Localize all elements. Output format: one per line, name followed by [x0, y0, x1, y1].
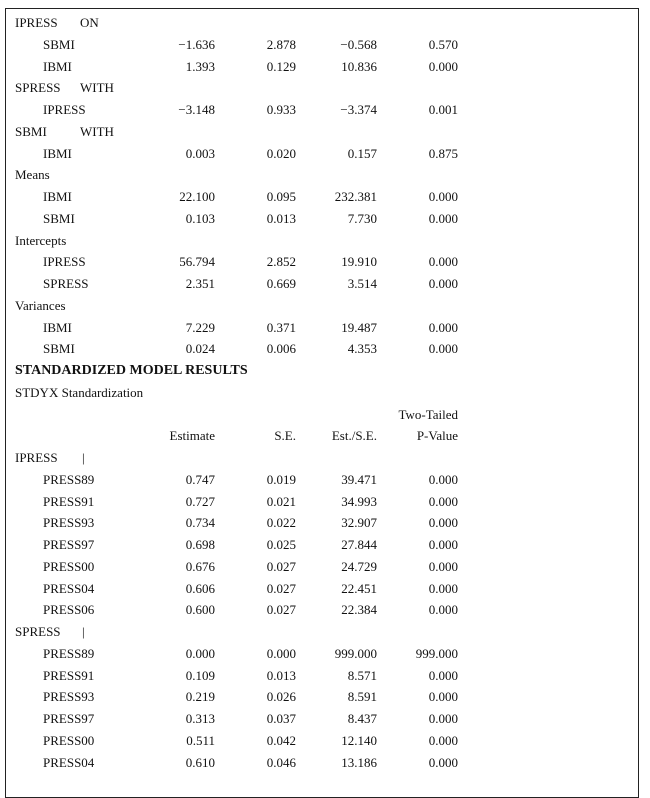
row-label: IPRESS — [43, 254, 86, 270]
p-value-cell: 0.000 — [428, 711, 458, 726]
estimate-cell: 0.109 — [185, 667, 215, 683]
group-name: SBMI — [15, 123, 47, 139]
row-label: PRESS00 — [43, 558, 95, 574]
se-cell: 0.371 — [266, 319, 296, 335]
p-value-cell: 0.000 — [428, 493, 458, 509]
row-label: IBMI — [43, 58, 72, 74]
row-label: PRESS00 — [43, 732, 95, 748]
p-value-cell: 0.000 — [428, 341, 458, 357]
p-value-cell: 0.000 — [428, 276, 458, 291]
table-row — [0, 665, 650, 687]
section-title — [0, 360, 650, 382]
p-value-cell: 0.001 — [428, 102, 458, 117]
group-keyword: WITH — [80, 80, 114, 96]
group-header — [0, 12, 650, 34]
estimate-cell: 0.734 — [185, 515, 215, 531]
est-se-cell: 32.907 — [341, 515, 377, 531]
estimate-cell: 0.103 — [185, 210, 215, 226]
est-se-cell: 19.487 — [341, 319, 377, 335]
table-row — [0, 534, 650, 556]
p-value-cell: 0.000 — [428, 537, 458, 552]
est-se-cell: 39.471 — [341, 471, 377, 487]
row-label: PRESS89 — [43, 645, 95, 661]
se-cell: 0.022 — [266, 515, 296, 531]
estimate-cell: 0.610 — [185, 754, 215, 770]
row-label: PRESS97 — [43, 711, 95, 726]
est-se-cell: −0.568 — [340, 36, 377, 52]
table-row — [0, 556, 650, 578]
se-header: S.E. — [274, 428, 296, 444]
table-row — [0, 186, 650, 208]
se-cell: 0.669 — [266, 276, 296, 291]
est-se-cell: 232.381 — [334, 189, 377, 204]
se-cell: 0.006 — [266, 341, 296, 357]
group-name: IPRESS — [15, 450, 58, 465]
est-se-cell: −3.374 — [340, 102, 377, 117]
se-cell: 2.878 — [266, 36, 296, 52]
results-listing — [0, 12, 650, 773]
se-cell: 0.000 — [266, 645, 296, 661]
estimate-cell: 2.351 — [185, 276, 215, 291]
row-label: SBMI — [43, 341, 75, 357]
estimate-cell: 22.100 — [179, 189, 215, 204]
table-row — [0, 143, 650, 165]
est-se-cell: 4.353 — [347, 341, 377, 357]
group-header — [0, 121, 650, 143]
est-se-cell: 12.140 — [341, 732, 377, 748]
se-cell: 0.129 — [266, 58, 296, 74]
estimate-cell: 7.229 — [185, 319, 215, 335]
est-se-cell: 8.591 — [347, 689, 377, 705]
table-row — [0, 56, 650, 78]
table-row — [0, 708, 650, 730]
row-label: SBMI — [43, 210, 75, 226]
table-row — [0, 317, 650, 339]
estimate-cell: −3.148 — [178, 102, 215, 117]
est-se-cell: 8.437 — [347, 711, 377, 726]
est-se-cell: 22.384 — [341, 602, 377, 618]
group-keyword: | — [82, 450, 85, 465]
group-name: Means — [15, 167, 50, 183]
est-se-cell: 19.910 — [341, 254, 377, 270]
row-label: SBMI — [43, 36, 75, 52]
p-value-cell: 0.000 — [428, 254, 458, 270]
p-value-header-top: Two-Tailed — [398, 406, 458, 422]
se-cell: 0.026 — [266, 689, 296, 705]
table-row — [0, 273, 650, 295]
est-se-header: Est./S.E. — [331, 428, 377, 444]
row-label: PRESS97 — [43, 537, 95, 552]
table-row — [0, 512, 650, 534]
est-se-cell: 999.000 — [334, 645, 377, 661]
row-label: PRESS04 — [43, 580, 95, 596]
group-header — [0, 77, 650, 99]
table-row — [0, 251, 650, 273]
row-label: PRESS04 — [43, 754, 95, 770]
se-cell: 0.013 — [266, 667, 296, 683]
row-label: IBMI — [43, 189, 72, 204]
p-value-cell: 0.000 — [428, 754, 458, 770]
row-label: PRESS06 — [43, 602, 95, 618]
row-label: SPRESS — [43, 276, 89, 291]
estimate-cell: 56.794 — [179, 254, 215, 270]
table-row — [0, 730, 650, 752]
est-se-cell: 0.157 — [347, 145, 377, 161]
table-row — [0, 578, 650, 600]
p-value-cell: 0.000 — [428, 471, 458, 487]
section-title-text: STANDARDIZED MODEL RESULTS — [15, 363, 248, 378]
se-cell: 0.027 — [266, 602, 296, 618]
se-cell: 2.852 — [266, 254, 296, 270]
group-header — [0, 621, 650, 643]
subsection-title — [0, 382, 650, 404]
se-cell: 0.013 — [266, 210, 296, 226]
estimate-cell: 0.727 — [185, 493, 215, 509]
se-cell: 0.095 — [266, 189, 296, 204]
est-se-cell: 34.993 — [341, 493, 377, 509]
se-cell: 0.933 — [266, 102, 296, 117]
group-header — [0, 447, 650, 469]
se-cell: 0.020 — [266, 145, 296, 161]
row-label: PRESS93 — [43, 689, 95, 705]
subsection-title-text: STDYX Standardization — [15, 384, 144, 400]
table-row — [0, 469, 650, 491]
estimate-cell: 0.003 — [185, 145, 215, 161]
p-value-cell: 0.000 — [428, 689, 458, 705]
estimate-cell: 0.698 — [185, 537, 215, 552]
estimate-cell: 0.747 — [185, 471, 215, 487]
p-value-cell: 0.570 — [428, 36, 458, 52]
table-row — [0, 491, 650, 513]
se-cell: 0.042 — [266, 732, 296, 748]
se-cell: 0.037 — [266, 711, 296, 726]
table-row — [0, 99, 650, 121]
p-value-cell: 0.000 — [428, 667, 458, 683]
est-se-cell: 13.186 — [341, 754, 377, 770]
row-label: IBMI — [43, 319, 72, 335]
se-cell: 0.046 — [266, 754, 296, 770]
p-value-header: P-Value — [416, 428, 458, 444]
table-row — [0, 752, 650, 774]
p-value-cell: 0.000 — [428, 558, 458, 574]
table-row — [0, 338, 650, 360]
group-name: SPRESS — [15, 624, 61, 639]
se-cell: 0.027 — [266, 558, 296, 574]
p-value-cell: 0.000 — [428, 319, 458, 335]
table-row — [0, 34, 650, 56]
est-se-cell: 8.571 — [347, 667, 377, 683]
group-name: IPRESS — [15, 15, 58, 30]
p-value-cell: 0.000 — [428, 515, 458, 531]
group-name: SPRESS — [15, 80, 61, 96]
group-keyword: ON — [80, 15, 99, 30]
table-row — [0, 643, 650, 665]
row-label: IBMI — [43, 145, 72, 161]
est-se-cell: 10.836 — [341, 58, 377, 74]
p-value-cell: 0.000 — [428, 210, 458, 226]
group-keyword: | — [82, 624, 85, 639]
group-keyword: WITH — [80, 123, 114, 139]
estimate-header: Estimate — [169, 428, 215, 444]
estimate-cell: 1.393 — [185, 58, 215, 74]
estimate-cell: 0.313 — [185, 711, 215, 726]
table-row — [0, 599, 650, 621]
row-label: PRESS91 — [43, 493, 95, 509]
group-header — [0, 295, 650, 317]
table-row — [0, 686, 650, 708]
estimate-cell: −1.636 — [178, 36, 215, 52]
group-name: Variances — [15, 297, 66, 313]
est-se-cell: 7.730 — [347, 210, 377, 226]
column-header-row-top — [0, 404, 650, 426]
row-label: PRESS93 — [43, 515, 95, 531]
p-value-cell: 0.000 — [428, 602, 458, 618]
se-cell: 0.025 — [266, 537, 296, 552]
row-label: IPRESS — [43, 102, 86, 117]
est-se-cell: 27.844 — [341, 537, 377, 552]
group-header — [0, 164, 650, 186]
row-label: PRESS91 — [43, 667, 95, 683]
column-header-row — [0, 425, 650, 447]
est-se-cell: 3.514 — [347, 276, 377, 291]
group-name: Intercepts — [15, 232, 67, 248]
estimate-cell: 0.676 — [185, 558, 215, 574]
se-cell: 0.021 — [266, 493, 296, 509]
estimate-cell: 0.024 — [185, 341, 215, 357]
p-value-cell: 0.000 — [428, 732, 458, 748]
p-value-cell: 999.000 — [415, 645, 458, 661]
group-header — [0, 230, 650, 252]
est-se-cell: 24.729 — [341, 558, 377, 574]
estimate-cell: 0.219 — [185, 689, 215, 705]
p-value-cell: 0.875 — [428, 145, 458, 161]
table-row — [0, 208, 650, 230]
estimate-cell: 0.000 — [185, 645, 215, 661]
est-se-cell: 22.451 — [341, 580, 377, 596]
se-cell: 0.019 — [266, 471, 296, 487]
estimate-cell: 0.600 — [185, 602, 215, 618]
estimate-cell: 0.606 — [185, 580, 215, 596]
estimate-cell: 0.511 — [186, 732, 215, 748]
row-label: PRESS89 — [43, 471, 95, 487]
p-value-cell: 0.000 — [428, 580, 458, 596]
p-value-cell: 0.000 — [428, 58, 458, 74]
p-value-cell: 0.000 — [428, 189, 458, 204]
se-cell: 0.027 — [266, 580, 296, 596]
